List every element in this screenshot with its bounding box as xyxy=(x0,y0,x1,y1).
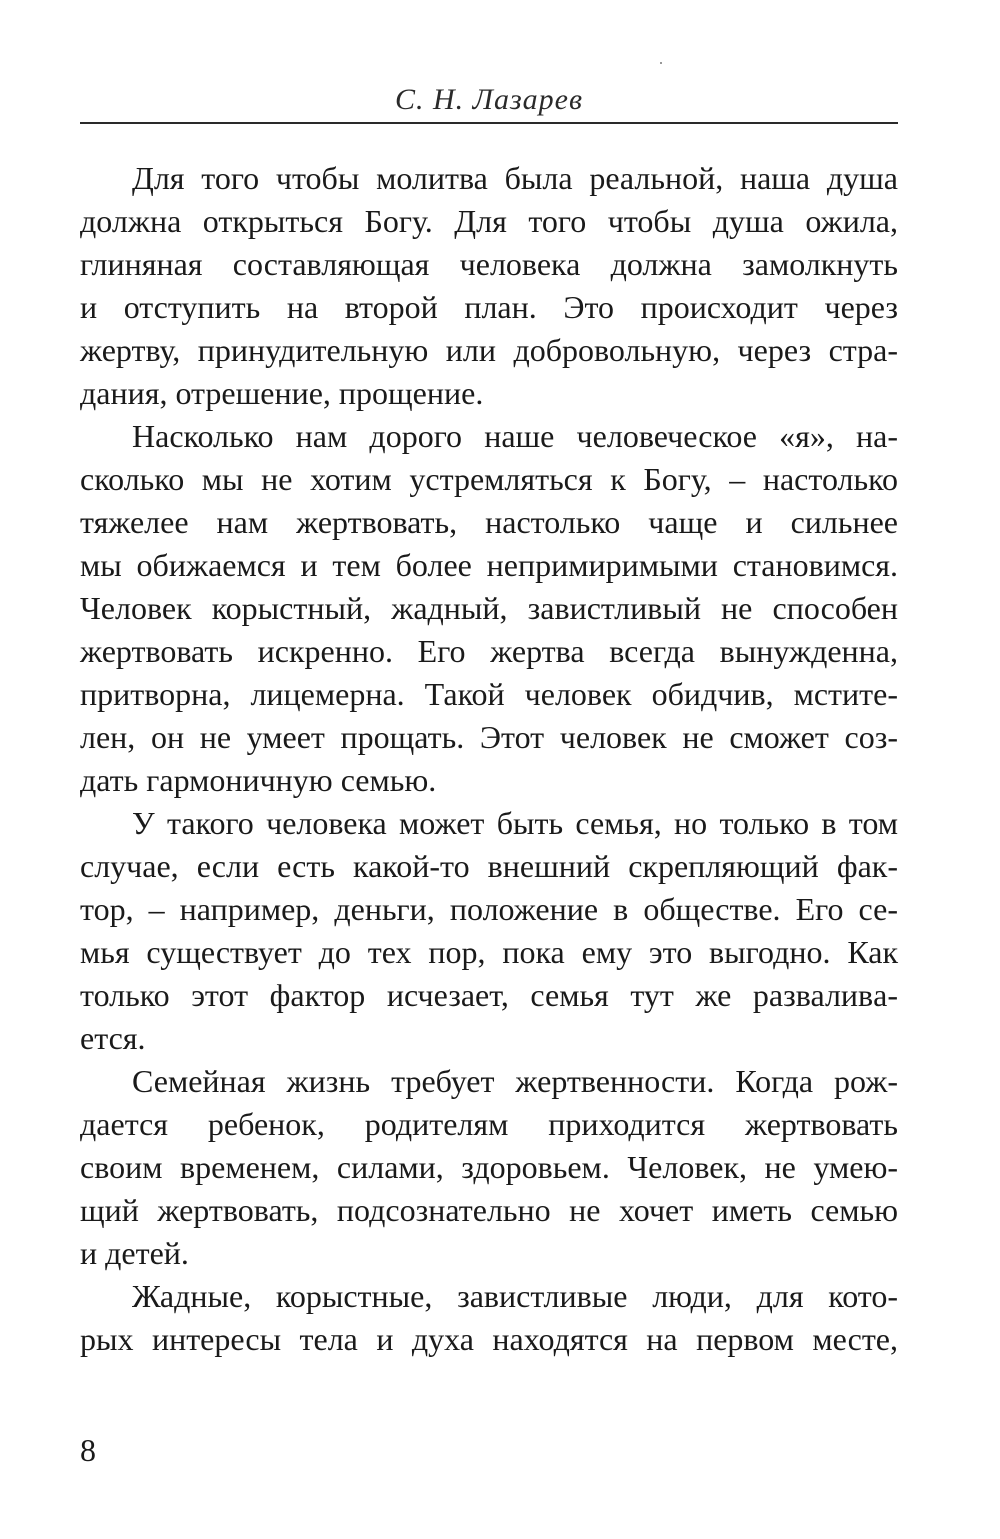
text-line: случае, если есть какой-то внешний скрепляющий фак- xyxy=(80,848,898,884)
text-line: тяжелее нам жертвовать, настолько чаще и сильнее xyxy=(80,504,898,540)
text-line: Для того чтобы молитва была реальной, наша душа xyxy=(132,160,898,196)
text-line: своим временем, силами, здоровьем. Человек, не умею- xyxy=(80,1149,898,1185)
paragraph xyxy=(80,1060,898,1275)
text-line: глиняная составляющая человека должна замолкнуть xyxy=(80,246,898,282)
text-line: лен, он не умеет прощать. Этот человек не сможет соз- xyxy=(80,719,898,755)
text-line: щий жертвовать, подсознательно не хочет иметь семью xyxy=(80,1192,898,1228)
text-line: сколько мы не хотим устремляться к Богу, – настолько xyxy=(80,461,898,497)
text-line: Семейная жизнь требует жертвенности. Когда рож- xyxy=(132,1063,898,1099)
text-line: тор, – например, деньги, положение в обществе. Его се- xyxy=(80,891,898,927)
text-line: ется. xyxy=(80,1020,146,1056)
text-line: мы обижаемся и тем более непримиримыми становимся. xyxy=(80,547,898,583)
running-header-title: С. Н. Лазарев xyxy=(394,83,584,116)
text-line: мья существует до тех пор, пока ему это выгодно. Как xyxy=(80,934,898,970)
text-line: жертву, принудительную или добровольную, через стра- xyxy=(80,332,898,368)
text-line: У такого человека может быть семья, но только в том xyxy=(132,805,898,841)
text-line: дать гармоничную семью. xyxy=(80,762,437,798)
text-line: Насколько нам дорого наше человеческое «я», на- xyxy=(132,418,898,454)
paragraph xyxy=(80,415,898,802)
paragraph xyxy=(80,157,898,415)
paragraph xyxy=(80,1275,898,1361)
print-speck xyxy=(660,62,662,64)
text-line: дания, отрешение, прощение. xyxy=(80,375,484,411)
header-rule xyxy=(80,122,898,124)
text-line: и отступить на второй план. Это происходит через xyxy=(80,289,898,325)
text-line: должна открыться Богу. Для того чтобы душа ожила, xyxy=(80,203,898,239)
text-line: рых интересы тела и духа находятся на первом месте, xyxy=(80,1321,898,1357)
text-line: только этот фактор исчезает, семья тут же разваливa- xyxy=(80,977,898,1013)
page-number: 8 xyxy=(80,1432,96,1468)
text-line: Человек корыстный, жадный, завистливый не способен xyxy=(80,590,898,626)
body-text xyxy=(80,157,898,1361)
text-line: Жадные, корыстные, завистливые люди, для кото- xyxy=(132,1278,898,1314)
text-line: жертвовать искренно. Его жертва всегда вынужденна, xyxy=(80,633,898,669)
text-line: притворна, лицемерна. Такой человек обидчив, мстите- xyxy=(80,676,898,712)
paragraph xyxy=(80,802,898,1060)
text-line: и детей. xyxy=(80,1235,189,1271)
text-line: дается ребенок, родителям приходится жертвовать xyxy=(80,1106,898,1142)
